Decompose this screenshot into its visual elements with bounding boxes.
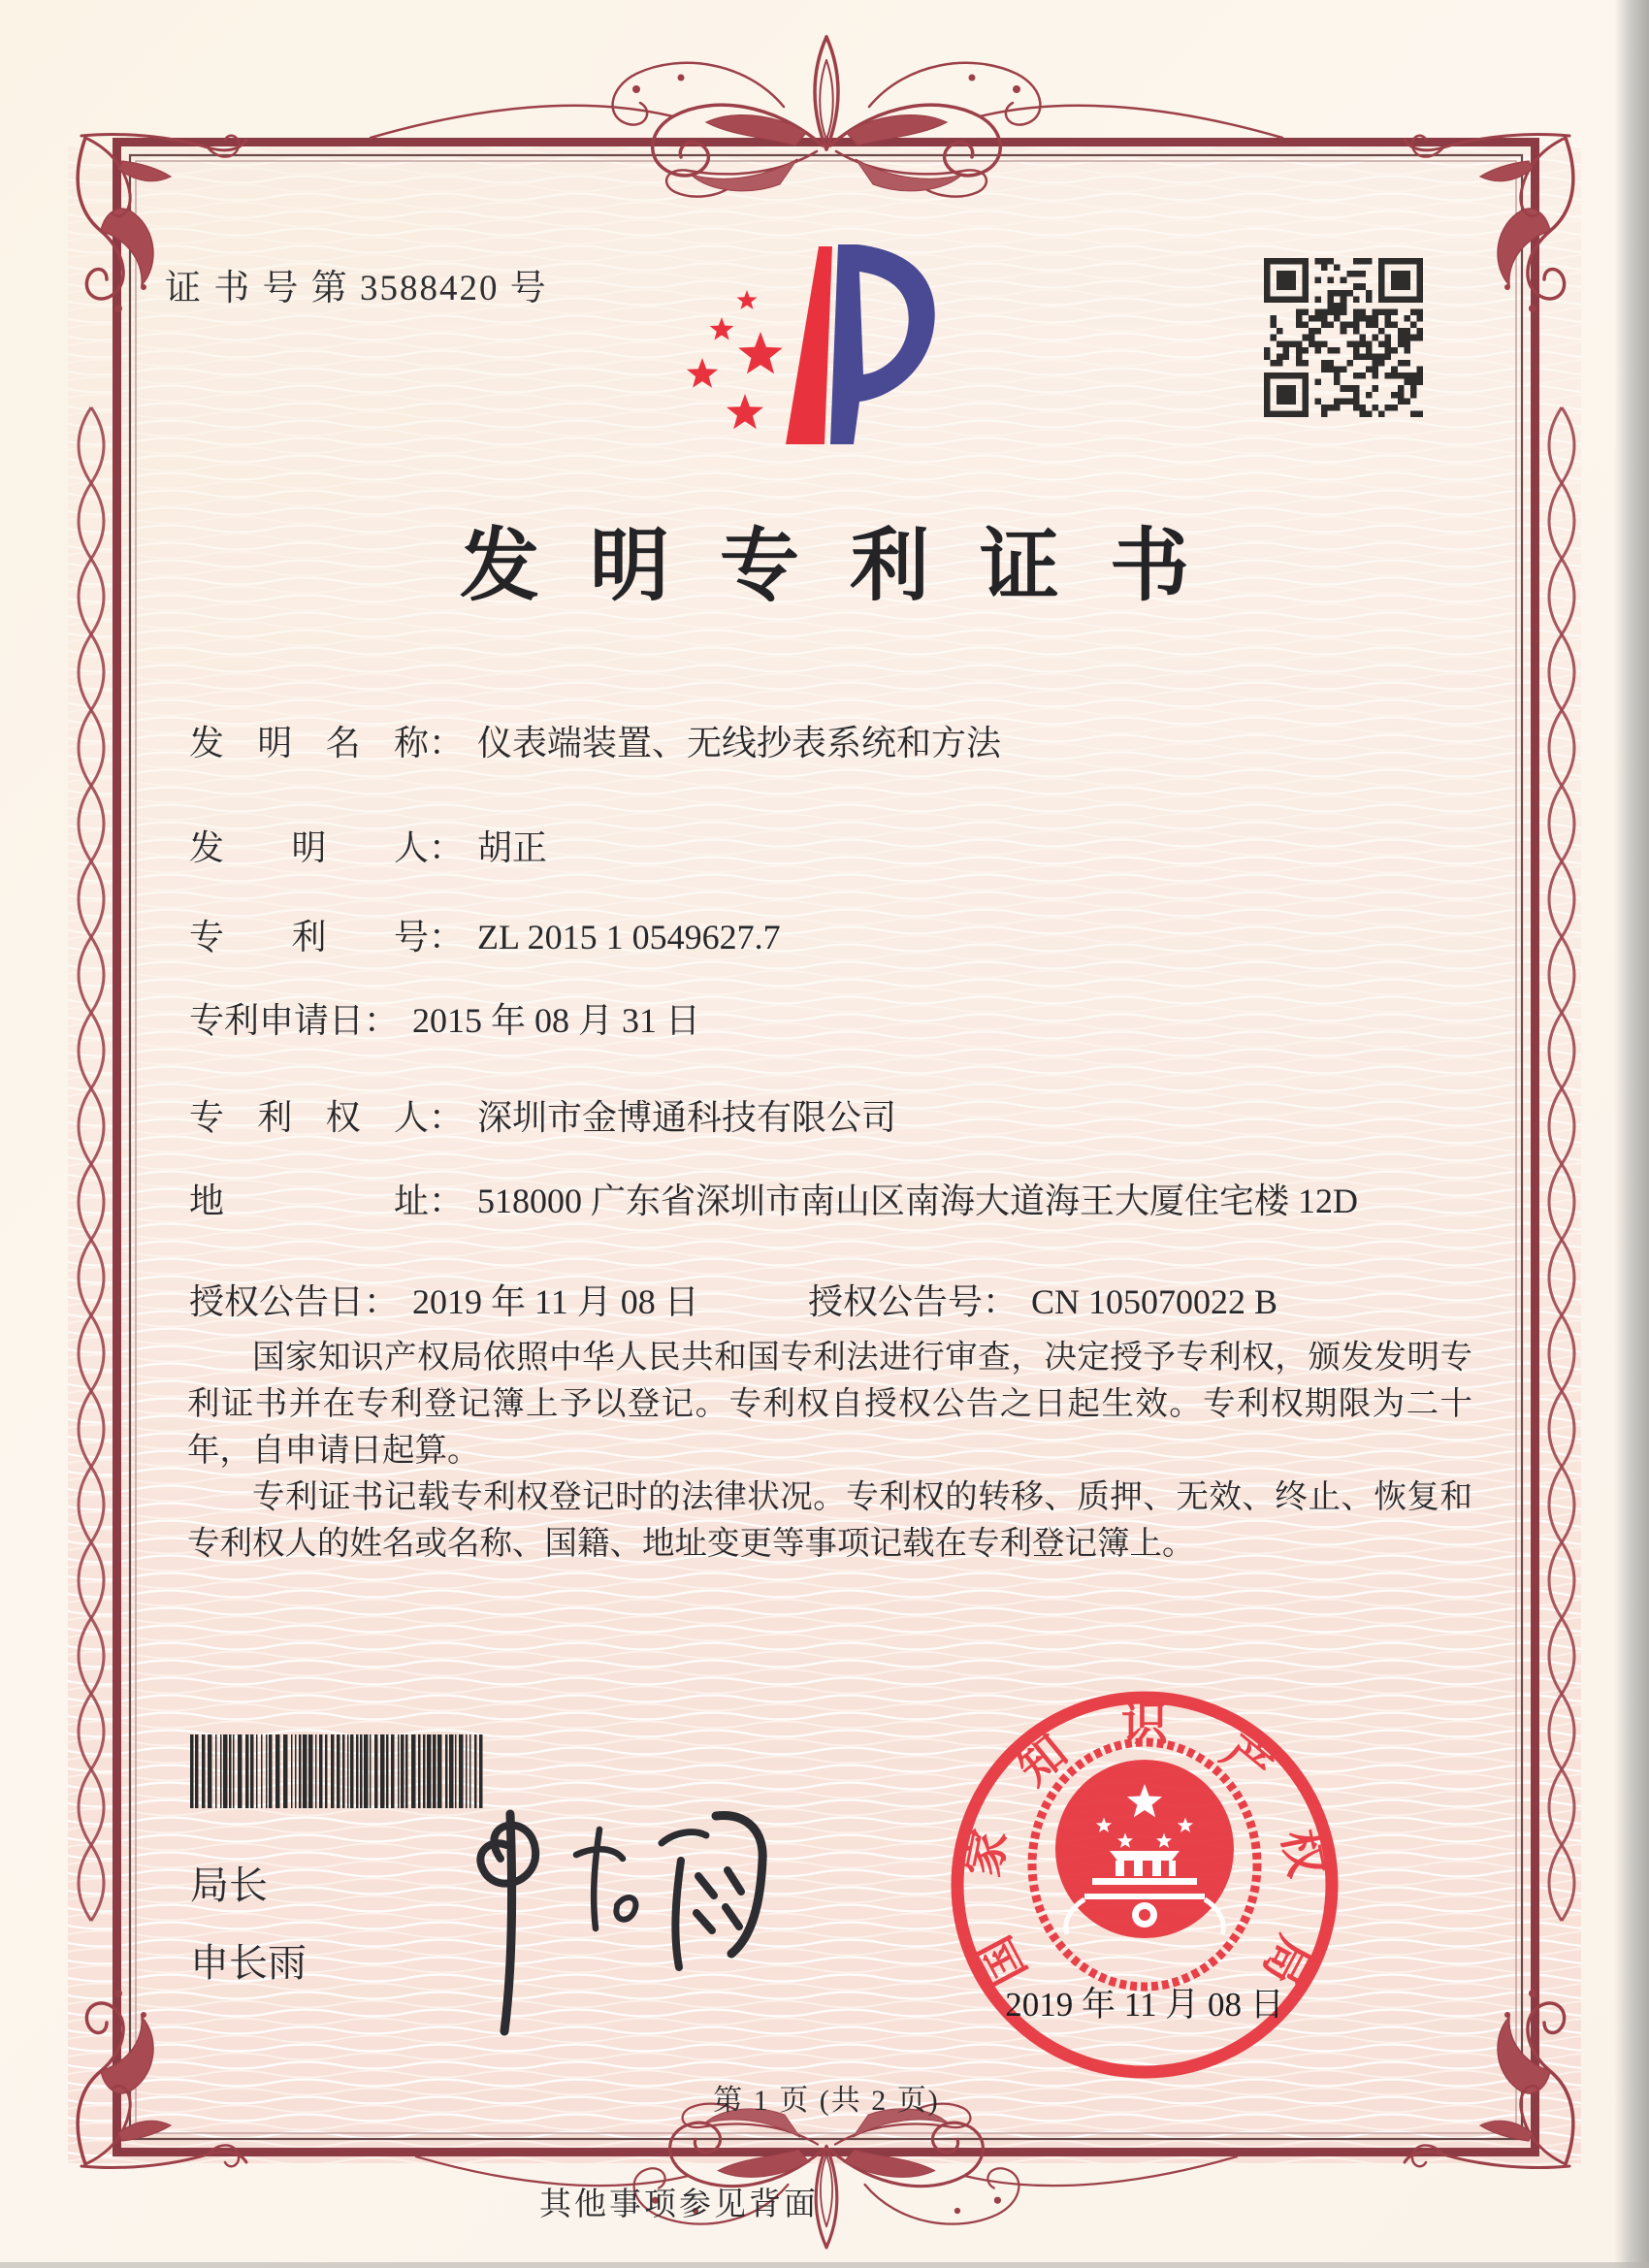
barcode-icon bbox=[190, 1734, 491, 1808]
field-row-invention-name bbox=[189, 716, 1479, 765]
field-colon: ： bbox=[429, 918, 465, 956]
field-colon: ： bbox=[364, 1001, 400, 1040]
body-paragraph-1: 国家知识产权局依照中华人民共和国专利法进行审查，决定授予专利权，颁发发明专利证书并在专利登记簿上予以登记。专利权自授权公告之日起生效。专利权期限为二十年，自申请日起算。 bbox=[187, 1340, 1472, 1469]
field-label: 发明名称 bbox=[189, 724, 429, 762]
seal-date: 2019 年 11 月 08 日 bbox=[1005, 1986, 1284, 2024]
signer-title-label: 局长 bbox=[190, 1863, 268, 1907]
svg-text:局: 局 bbox=[1252, 1928, 1320, 1993]
svg-text:识: 识 bbox=[1120, 1699, 1169, 1750]
field-value: 胡正 bbox=[477, 828, 548, 867]
grant-date-label: 授权公告日 bbox=[189, 1282, 365, 1321]
grant-date-value: 2019 年 11 月 08 日 bbox=[412, 1282, 699, 1321]
official-red-seal bbox=[926, 1667, 1363, 2103]
field-label: 地址 bbox=[189, 1182, 429, 1220]
back-note: 其他事项参见背面 bbox=[539, 2187, 819, 2222]
field-colon: ： bbox=[429, 1182, 465, 1220]
qr-code-icon bbox=[1264, 258, 1423, 417]
field-colon: ： bbox=[429, 828, 465, 867]
svg-text:产: 产 bbox=[1212, 1726, 1281, 1796]
body-paragraph-2: 专利证书记载专利权登记时的法律状况。专利权的转移、质押、无效、终止、恢复和专利权人的姓名或名称、国籍、地址变更等事项记载在专利登记簿上。 bbox=[187, 1479, 1472, 1562]
field-value: 518000 广东省深圳市南山区南海大道海王大厦住宅楼 12D bbox=[477, 1182, 1359, 1220]
field-value: ZL 2015 1 0549627.7 bbox=[477, 918, 781, 956]
legal-text-block bbox=[187, 1335, 1472, 1568]
field-value: 2015 年 08 月 31 日 bbox=[412, 1001, 701, 1040]
field-colon: ： bbox=[364, 1282, 400, 1321]
svg-text:权: 权 bbox=[1272, 1825, 1332, 1882]
svg-text:知: 知 bbox=[1008, 1726, 1078, 1796]
field-row-address bbox=[189, 1174, 1479, 1223]
field-label: 专利号 bbox=[189, 918, 429, 956]
cnipa-logo-icon bbox=[677, 237, 949, 460]
field-row-patent-number bbox=[189, 910, 1479, 959]
svg-text:家: 家 bbox=[957, 1825, 1018, 1882]
field-row-patentee bbox=[189, 1090, 1479, 1140]
grant-number-group bbox=[808, 1275, 1277, 1324]
field-row-filing-date bbox=[189, 993, 1479, 1043]
field-colon: ： bbox=[429, 1098, 465, 1137]
scan-edge-shadow bbox=[1614, 0, 1649, 2268]
signature-autograph bbox=[407, 1800, 776, 2062]
field-colon: ： bbox=[983, 1282, 1018, 1321]
svg-text:国: 国 bbox=[969, 1928, 1037, 1993]
field-label: 专利申请日 bbox=[189, 1001, 365, 1040]
signer-name: 申长雨 bbox=[190, 1941, 307, 1985]
field-label: 发明人 bbox=[189, 828, 429, 867]
field-colon: ： bbox=[429, 724, 465, 762]
field-label: 专利权人 bbox=[189, 1098, 429, 1137]
national-emblem bbox=[1032, 1742, 1257, 1987]
grant-number-value: CN 105070022 B bbox=[1031, 1282, 1278, 1321]
field-value: 深圳市金博通科技有限公司 bbox=[477, 1098, 897, 1137]
field-row-inventor bbox=[189, 821, 1479, 870]
page-title: 发明专利证书 bbox=[459, 522, 1240, 610]
field-value: 仪表端装置、无线抄表系统和方法 bbox=[477, 724, 1002, 762]
page-number: 第 1 页 (共 2 页) bbox=[713, 2085, 940, 2117]
certificate-number: 证 书 号 第 3588420 号 bbox=[165, 269, 548, 308]
grant-number-label: 授权公告号 bbox=[808, 1282, 984, 1321]
field-row-grant bbox=[189, 1275, 1479, 1324]
scan-bottom-shadow bbox=[0, 2262, 1649, 2268]
